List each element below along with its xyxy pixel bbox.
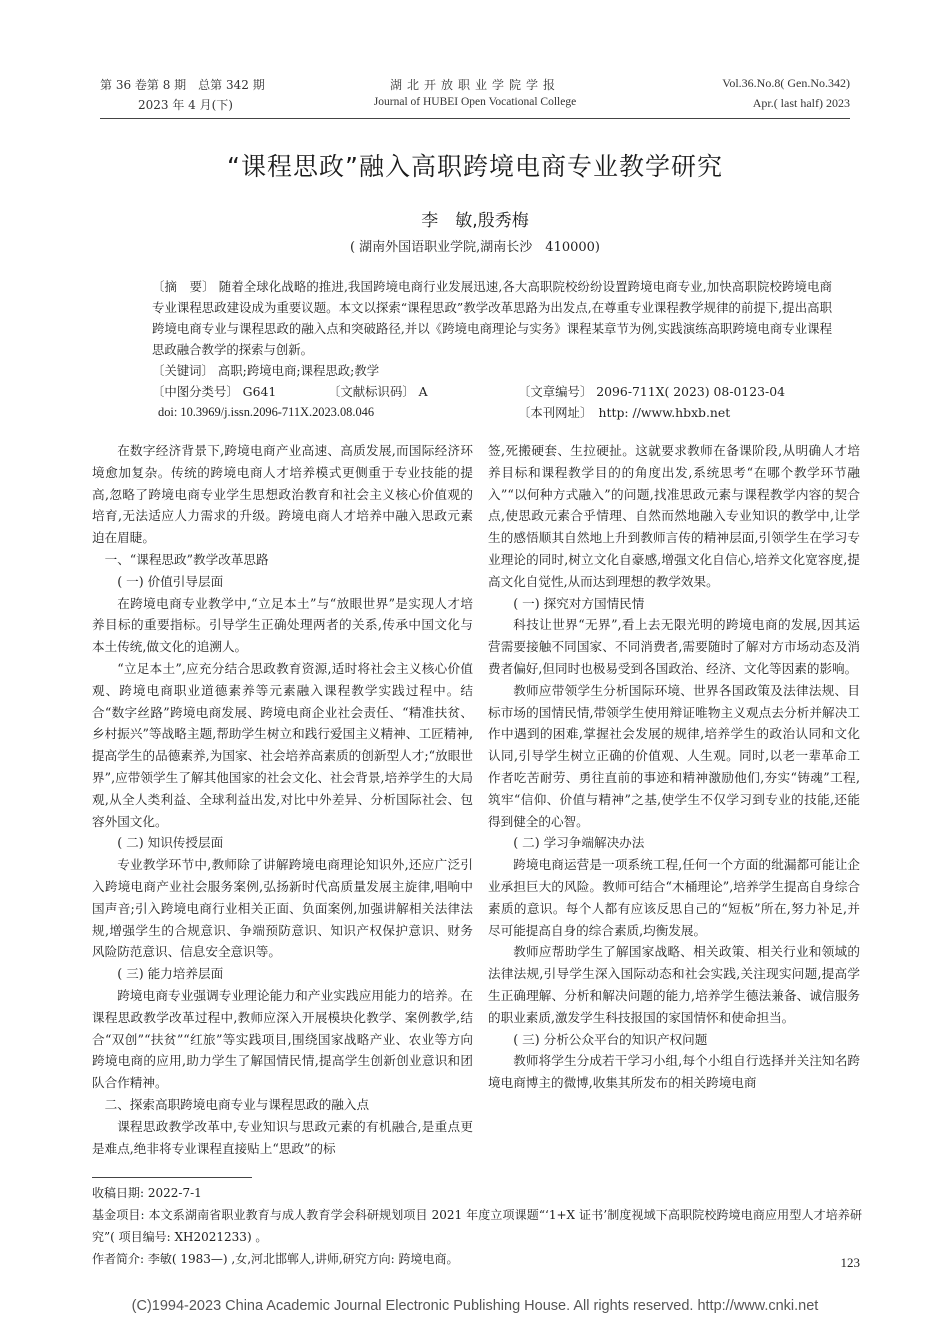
body-paragraph: 在数字经济背景下,跨境电商产业高速、高质发展,而国际经济环境愈加复杂。传统的跨境电商人才培养模式更侧重于专业技能的提高,忽略了跨境电商专业学生思想政治教育和社会主义核心价值观的培育,无法适应人力需求的升级。跨境电商人才培养中融入思政元素迫在眉睫。	[92, 443, 473, 546]
body-paragraph: 科技让世界“无界”,看上去无限光明的跨境电商的发展,因其运营需要接触不同国家、不同消费者,需要随时了解对方市场动态及消费者偏好,但同时也极易受到各国政治、经济、文化等因素的影响。	[488, 617, 860, 676]
footnotes	[92, 1182, 862, 1270]
abstract-label: 〔摘 要〕	[152, 279, 215, 294]
journal-website: 〔本刊网址〕 http: //www.hbxb.net	[518, 405, 731, 420]
document-code: 〔文献标识码〕 A	[328, 384, 428, 399]
section-heading: ( 二) 知识传授层面	[117, 835, 224, 851]
body-paragraph: 教师应带领学生分析国际环境、世界各国政策及法律法规、目标市场的国情民情,带领学生使用辩证唯物主义观点去分析并解决工作中遇到的困难,掌握社会发展的规律,培养学生的政治认同和文化认同,引导学生树立正确的价值观、人生观。同时,以老一辈革命工作者吃苦耐劳、勇往直前的事迹和精神激励他们,夯实“铸魂”工程,筑牢“信仰、价值与精神”之基,使学生不仅学习到专业的技能,还能得到健全的心智。	[488, 682, 860, 829]
doi: doi: 10.3969/j.issn.2096-711X.2023.08.046	[158, 405, 375, 419]
article-title: “课程思政”融入高职跨境电商专业教学研究	[227, 152, 723, 181]
abstract	[152, 276, 832, 360]
body-left-column	[92, 440, 473, 1159]
affiliation: ( 湖南外国语职业学院,湖南长沙 410000)	[349, 240, 601, 255]
body-paragraph: 教师将学生分成若干学习小组,每个小组自行选择并关注知名跨境电商博主的微博,收集其所发布的相关跨境电商	[488, 1053, 860, 1091]
body-paragraph: 在跨境电商专业教学中,“立足本土”与“放眼世界”是实现人才培养目标的重要指标。引导学生正确处理两者的关系,传承中国文化与本土传统,做文化的追溯人。	[92, 595, 473, 655]
author-bio: 作者简介: 李敏( 1983—) ,女,河北邯郸人,讲师,研究方向: 跨境电商。	[92, 1252, 459, 1266]
authors: 李 敏,殷秀梅	[421, 211, 529, 231]
page-number: 123	[840, 1255, 860, 1270]
body-paragraph: 专业教学环节中,教师除了讲解跨境电商理论知识外,还应广泛引入跨境电商产业社会服务案例,弘扬新时代高质量发展主旋律,唱响中国声音;引入跨境电商行业相关正面、负面案例,加强讲解相关法律法规,增强学生的合规意识、争端预防意识、知识产权保护意识、财务风险防范意识、信息安全意识等。	[92, 857, 473, 960]
issue-date: 2023 年 4 月(下)	[138, 98, 233, 112]
volume-issue-en: Vol.36.No.8( Gen.No.342)	[722, 76, 850, 90]
body-paragraph: 跨境电商运营是一项系统工程,任何一个方面的纰漏都可能让企业承担巨大的风险。教师可结合“木桶理论”,培养学生提高自身综合素质的意识。每个人都有应该反思自己的“短板”所在,努力补足,并尽可能提高自身的综合素质,均衡发展。	[488, 857, 860, 938]
journal-name-en: Journal of HUBEI Open Vocational College	[373, 96, 577, 108]
issue-date-en: Apr.( last half) 2023	[752, 96, 850, 110]
body-paragraph: 课程思政教学改革中,专业知识与思政元素的有机融合,是重点更是难点,绝非将专业课程直接贴上“思政”的标	[92, 1118, 473, 1156]
abstract-text: 随着全球化战略的推进,我国跨境电商行业发展迅速,各大高职院校纷纷设置跨境电商专业,加快高职院校跨境电商专业课程思政建设成为重要议题。本文以探索“课程思政”教学改革思路为出发点,在尊重专业课程教学规律的前提下,提出高职跨境电商专业与课程思政的融入点和突破路径,并以《跨境电商理论与实务》课程某章节为例,实践演练高职跨境电商专业课程思政融合教学的探索与创新。	[152, 279, 832, 357]
article-number: 〔文章编号〕 2096-711X( 2023) 08-0123-04	[518, 384, 785, 399]
section-heading: ( 三) 能力培养层面	[117, 966, 224, 982]
section-heading: 二、探索高职跨境电商专业与课程思政的融入点	[104, 1096, 370, 1112]
body-paragraph: 签,死搬硬套、生拉硬扯。这就要求教师在备课阶段,从明确人才培养目标和课程教学目的的角度出发,系统思考“在哪个教学环节融入”“以何种方式融入”的问题,找准思政元素与课程教学内容的契合点,使思政元素合乎情理、自然而然地融入专业知识的教学中,让学生的感悟顺其自然地上升到教师言传的精神层面,引领学生在学习专业理论的同时,树立文化自豪感,增强文化自信心,培养文化宽容度,提高文化自觉性,从而达到理想的教学效果。	[488, 443, 860, 589]
body-paragraph: 跨境电商专业强调专业理论能力和产业实践应用能力的培养。在课程思政教学改革过程中,教师应深入开展模块化教学、案例教学,结合“双创”“扶贫”“红旅”等实践项目,围绕国家战略产业、农业等方向跨境电商的应用,助力学生了解国情民情,提高学生创新创业意识和团队合作精神。	[92, 987, 473, 1091]
volume-issue: 第 36 卷第 8 期 总第 342 期	[100, 78, 265, 92]
section-heading: ( 二) 学习争端解决办法	[513, 835, 645, 851]
clc-number: 〔中图分类号〕 G641	[152, 384, 277, 399]
keywords: 〔关键词〕 高职;跨境电商;课程思政;教学	[152, 363, 380, 378]
body-right-column	[488, 440, 860, 1094]
body-paragraph: 教师应帮助学生了解国家战略、相关政策、相关行业和领域的法律法规,引导学生深入国际动态和社会实践,关注现实问题,提高学生正确理解、分析和解决问题的能力,培养学生德法兼备、诚信服务的职业素质,激发学生科技报国的家国情怀和使命担当。	[488, 944, 860, 1025]
section-heading: ( 一) 价值引导层面	[117, 573, 224, 589]
section-heading: ( 三) 分析公众平台的知识产权问题	[513, 1031, 708, 1047]
section-heading: ( 一) 探究对方国情民情	[513, 595, 645, 611]
running-header	[100, 76, 850, 116]
header-divider	[100, 118, 850, 119]
body-paragraph: “立足本土”,应充分结合思政教育资源,适时将社会主义核心价值观、跨境电商职业道德素养等元素融入课程教学实践过程中。结合“数字丝路”跨境电商发展、跨境电商企业社会责任、“精准扶贫、乡村振兴”等战略主题,帮助学生树立和践行爱国主义精神、工匠精神,提高学生的品德素养,为国家、社会培养高素质的创新型人才;“放眼世界”,应带领学生了解其他国家的社会文化、社会背景,培养学生的大局观,从全人类利益、全球利益出发,对比中外差异、分析国际社会、包容外国文化。	[92, 660, 473, 829]
fund-info: 基金项目: 本文系湖南省职业教育与成人教育学会科研规划项目 2021 年度立项课题“‘1+X 证书’制度视域下高职院校跨境电商应用型人才培养研究”( 项目编号: XH2021233) 。	[92, 1208, 862, 1244]
copyright-notice: (C)1994-2023 China Academic Journal Electronic Publishing House. All rights reserved. http://www.cnki.net	[131, 1298, 819, 1314]
journal-name-cn: 湖北开放职业学院学报	[389, 78, 560, 92]
received-date: 收稿日期: 2022-7-1	[92, 1186, 202, 1200]
footnote-divider	[92, 1177, 252, 1178]
section-heading: 一、“课程思政”教学改革思路	[104, 551, 269, 567]
